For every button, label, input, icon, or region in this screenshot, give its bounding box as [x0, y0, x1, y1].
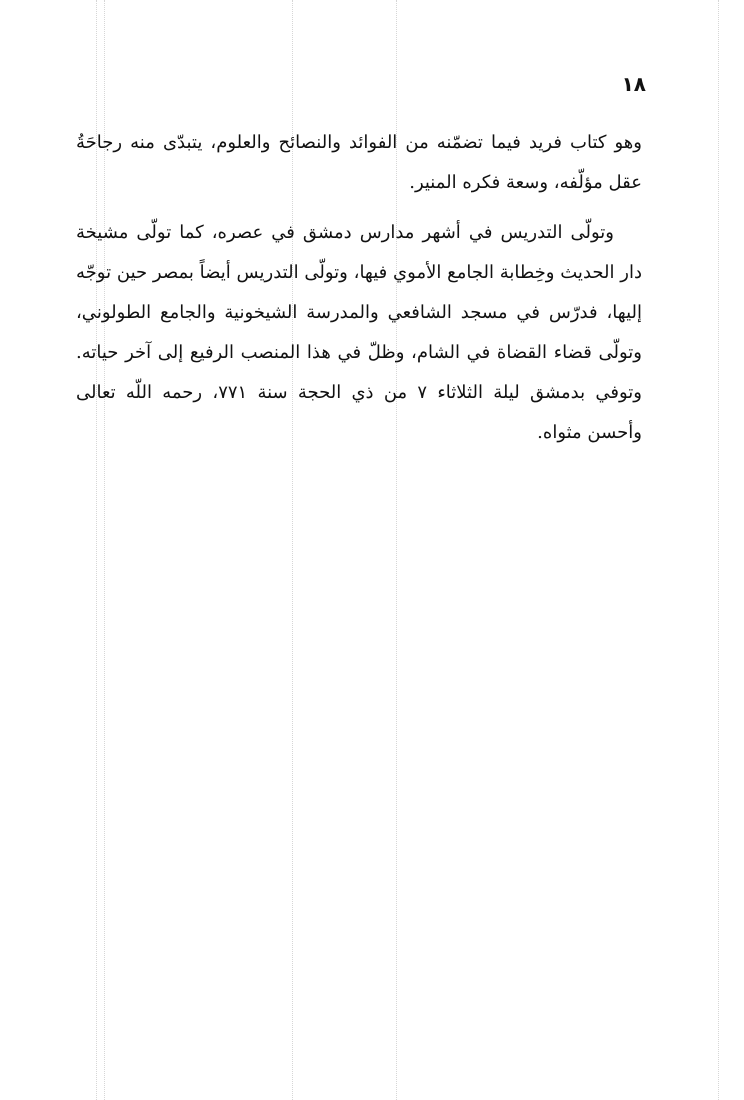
page-number: ١٨	[621, 72, 646, 96]
paragraph-2-text	[76, 213, 642, 453]
paragraph-2	[76, 213, 642, 453]
scan-artifact-line	[718, 0, 719, 1100]
paragraph-1	[76, 123, 642, 203]
paragraph-2-body: وتولّى التدريس في أشهر مدارس دمشق في عصره، كما تولّى مشيخة دار الحديث وخِطابة الجامع الأموي فيها، وتولّى التدريس أيضاً بمصر حين توجّه إليها، فدرّس في مسجد الشافعي والمدرسة الشيخونية والجامع الطولوني، وتولّى قضاء القضاة في الشام، وظلّ في هذا المنصب الرفيع إلى آخر حياته. وتوفي بدمشق ليلة الثلاثاء ٧ من ذي الحجة سنة ٧٧١، رحمه اللّه تعالى وأحسن مثواه.	[76, 222, 642, 443]
paragraph-1-text: وهو كتاب فريد فيما تضمّنه من الفوائد والنصائح والعلوم، يتبدّى منه رجاحَةُ عقل مؤلّفه، وسعة فكره المنير.	[76, 132, 642, 193]
